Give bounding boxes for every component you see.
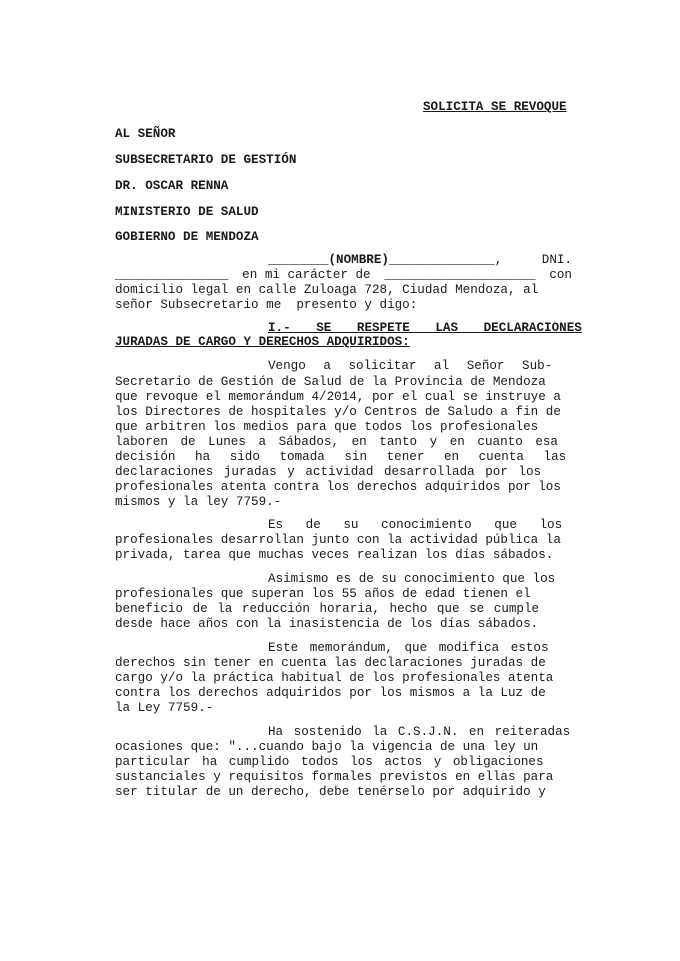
paragraph-line: profesionales que superan los 55 años de edad tienen el: [115, 587, 531, 601]
paragraph-line: decisión ha sido tomada sin tener en cuenta las: [115, 450, 567, 464]
paragraph-text: Vengo a solicitar al Señor Sub-: [268, 359, 553, 373]
caracter-label: en mi carácter de: [242, 268, 371, 282]
addressee-line: SUBSECRETARIO DE GESTIÓN: [115, 153, 297, 167]
paragraph-line: contra los derechos adquiridos por los mismos a la Luz de: [115, 686, 546, 700]
paragraph-line: laboren de Lunes a Sábados, en tanto y en cuanto esa: [115, 435, 558, 449]
addressee-line: AL SEÑOR: [115, 127, 176, 141]
dni-label: DNI.: [541, 253, 572, 267]
con-label: con: [549, 268, 572, 282]
paragraph-line: beneficio de la reducción horaria, hecho que se cumple: [115, 602, 540, 616]
name-blank-after: ______________,: [388, 253, 503, 267]
paragraph-line: profesionales atenta contra los derechos adquiridos por los: [115, 480, 561, 494]
heading-line-2: JURADAS DE CARGO Y DERECHOS ADQUIRIDOS:: [115, 335, 410, 349]
paragraph-line: Es de su conocimiento que los: [268, 518, 563, 532]
paragraph-line: sustanciales y requisitos formales previstos en ellas para: [115, 770, 554, 784]
addressee-line: MINISTERIO DE SALUD: [115, 205, 259, 219]
intro-line-4: señor Subsecretario me presento y digo:: [115, 298, 418, 312]
paragraph-line: la Ley 7759.-: [115, 701, 214, 715]
paragraph-line: que revoque el memorándum 4/2014, por el cual se instruye a: [115, 390, 561, 404]
name-placeholder: (NOMBRE): [328, 253, 389, 267]
paragraph-line: [268, 358, 572, 375]
paragraph-line: declaraciones juradas y actividad desarrollada por los: [115, 465, 542, 479]
paragraph-line: los Directores de hospitales y/o Centros de Saludo a fin de: [115, 405, 561, 419]
paragraph-line: privada, tarea que muchas veces realizan los días sábados.: [115, 548, 554, 562]
document-title: SOLICITA SE REVOQUE: [423, 100, 567, 114]
paragraph-line: derechos sin tener en cuenta las declaraciones juradas de: [115, 656, 546, 670]
heading-line-1: I.- SE RESPETE LAS DECLARACIONES: [268, 321, 582, 335]
paragraph-line: desde hace años con la inasistencia de los días sábados.: [115, 617, 539, 631]
paragraph-line: Este memorándum, que modifica estos: [268, 641, 549, 655]
paragraph-line: que arbitren los medios para que todos los profesionales: [115, 420, 539, 434]
addressee-line: DR. OSCAR RENNA: [115, 179, 229, 193]
paragraph-line: mismos y la ley 7759.-: [115, 495, 282, 509]
paragraph-line: cargo y/o la práctica habitual de los profesionales atenta: [115, 671, 554, 685]
addressee-line: GOBIERNO DE MENDOZA: [115, 230, 259, 244]
name-blank-before: ________: [268, 253, 329, 267]
paragraph-line: Secretario de Gestión de Salud de la Provincia de Mendoza: [115, 375, 546, 389]
caracter-blank: ____________________: [384, 268, 536, 282]
intro-line-3: domicilio legal en calle Zuloaga 728, Ciudad Mendoza, al: [115, 283, 539, 297]
paragraph-line: profesionales desarrollan junto con la actividad pública la: [115, 533, 561, 547]
paragraph-line: particular ha cumplido todos los actos y obligaciones: [115, 755, 544, 769]
paragraph-line: ser titular de un derecho, debe tenérselo por adquirido y: [115, 785, 546, 799]
paragraph-line: Ha sostenido la C.S.J.N. en reiteradas: [268, 725, 571, 739]
paragraph-line: ocasiones que: "...cuando bajo la vigencia de una ley un: [115, 740, 539, 754]
dni-blank: _______________: [115, 268, 229, 282]
paragraph-line: Asimismo es de su conocimiento que los: [268, 572, 556, 586]
